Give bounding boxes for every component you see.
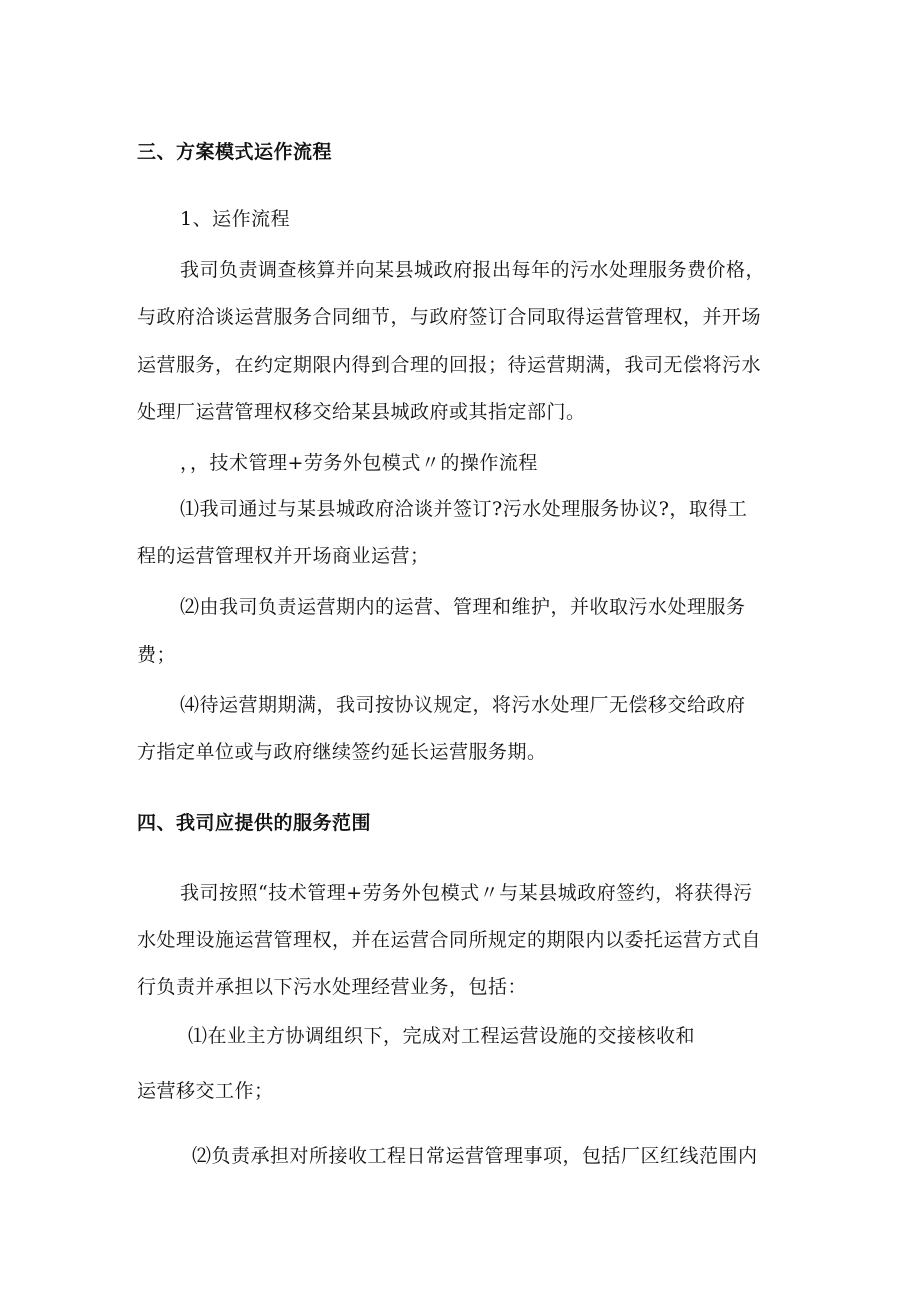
list-item-line: ⑴在业主方协调组织下，完成对工程运营设施的交接核收和 (188, 1025, 696, 1047)
subsection-2-title: ，，技术管理+劳务外包模式〃的操作流程 (180, 452, 538, 474)
list-item-line: ⑵负责承担对所接收工程日常运营管理事项，包括厂区红线范围内 (192, 1145, 758, 1167)
list-item-line: 程的运营管理权并开场商业运营； (137, 545, 430, 567)
paragraph-line: 运营服务，在约定期限内得到合理的回报；待运营期满，我司无偿将污水 (137, 354, 762, 376)
paragraph-line: 与政府洽谈运营服务合同细节，与政府签订合同取得运营管理权，并开场 (137, 306, 762, 328)
list-item-line: 方指定单位或与政府继续签约延长运营服务期。 (137, 741, 547, 763)
paragraph-line: 我司按照“技术管理+劳务外包模式〃与某县城政府签约，将获得污 (180, 882, 753, 904)
list-item-line: 运营移交工作； (137, 1080, 274, 1102)
list-item-line: ⑷待运营期期满，我司按协议规定，将污水处理厂无偿移交给政府 (180, 694, 746, 716)
paragraph-line: 处理厂运营管理权移交给某县城政府或其指定部门。 (137, 401, 586, 423)
list-item-line: ⑴我司通过与某县城政府洽谈并签订?污水处理服务协议?，取得工 (180, 498, 748, 520)
list-item-line: 费； (137, 644, 177, 666)
subsection-1-title: 1、运作流程 (180, 208, 291, 230)
paragraph-line: 水处理设施运营管理权，并在运营合同所规定的期限内以委托运营方式自 (137, 929, 762, 951)
section-3-heading: 三、方案模式运作流程 (137, 141, 333, 163)
list-item-line: ⑵由我司负责运营期内的运营、管理和维护，并收取污水处理服务 (180, 596, 746, 618)
section-4-heading: 四、我司应提供的服务范围 (137, 812, 372, 834)
paragraph-line: 我司负责调查核算并向某县城政府报出每年的污水处理服务费价格， (180, 259, 766, 281)
paragraph-line: 行负责并承担以下污水处理经营业务，包括： (137, 976, 528, 998)
